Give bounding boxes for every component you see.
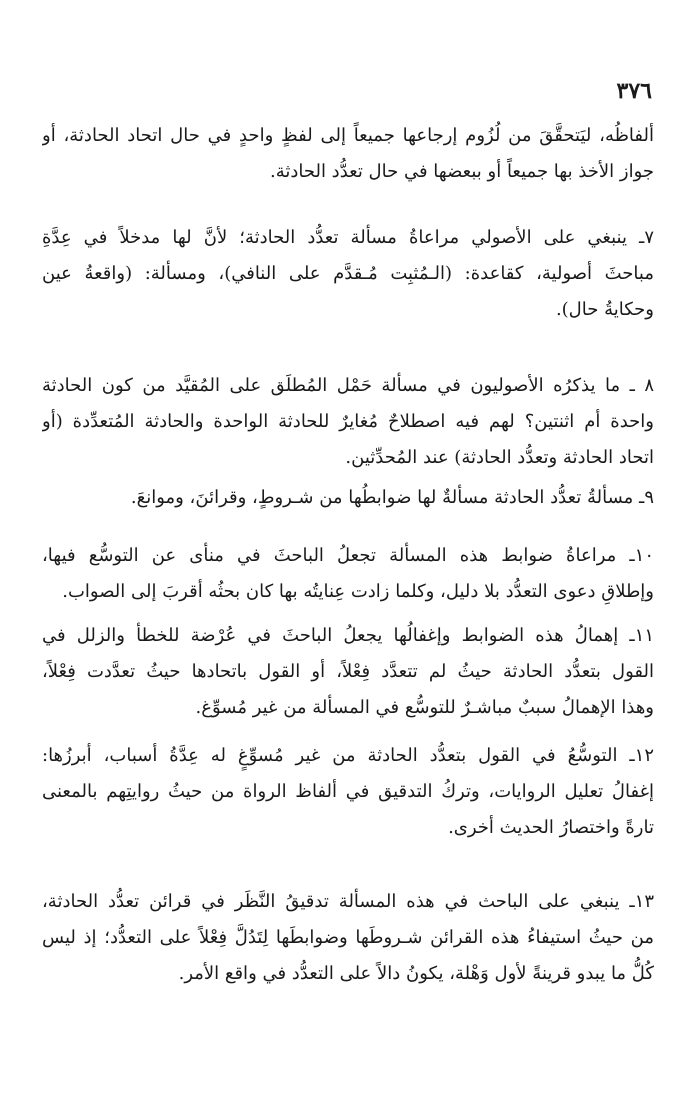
text-line: ٨ ـ ما يذكرُه الأصوليون في مسألة حَمْل المُطلَق على المُقيَّد من كون الحادثة: [42, 375, 654, 396]
text-line: وهذا الإهمالُ سببٌ مباشـرٌ للتوسُّع في المسألة من غير مُسوِّغ.: [195, 697, 654, 718]
text-line: ألفاظُه، ليَتحقَّقَ من لُزُوم إرجاعها جميعاً إلى لفظٍ واحدٍ في حال اتحاد الحادثة، أو: [42, 125, 654, 146]
text-line: تارةً واختصارُ الحديث أخرى.: [448, 817, 654, 838]
text-line: ١٢ـ التوسُّعُ في القول بتعدُّد الحادثة من غير مُسوِّغٍ له عِدَّةُ أسباب، أبرزُها:: [42, 745, 654, 766]
paragraph-8: [42, 368, 654, 476]
text-line: وحكايةُ حال).: [555, 299, 654, 320]
text-line: جواز الأخذ بها جميعاً أو ببعضها في حال تعدُّد الحادثة.: [269, 161, 654, 182]
text-line: ١١ـ إهمالُ هذه الضوابط وإغفالُها يجعلُ الباحثَ في عُرْضة للخطأ والزلل في: [42, 625, 654, 646]
text-line: واحدة أم اثنتين؟ لهم فيه اصطلاحٌ مُغايرٌ للحادثة الواحدة والحادثة المُتعدِّدة (أو: [42, 411, 654, 432]
paragraph-9: [42, 480, 654, 516]
text-line: ٩ـ مسألةُ تعدُّد الحادثة مسألةٌ لها ضوابطُها من شـروطٍ، وقرائنَ، وموانعَ.: [130, 487, 654, 508]
paragraph-12: [42, 738, 654, 846]
text-line: ١٠ـ مراعاةُ ضوابط هذه المسألة تجعلُ الباحثَ في منأى عن التوسُّع فيها،: [42, 545, 654, 566]
text-line: وإطلاقِ دعوى التعدُّد بلا دليل، وكلما زادت عِنايتُه بها كان بحثُه أقربَ إلى الصواب.: [62, 581, 654, 602]
text-line: القول بتعدُّد الحادثة حيثُ لم تتعدَّد فِعْلاً، أو القول باتحادها حيثُ تعدَّدت فِعْلاً،: [42, 661, 654, 682]
text-line: كُلُّ ما يبدو قرينةً لأول وَهْلة، يكونُ دالاً على التعدُّد في واقع الأمر.: [178, 963, 654, 984]
paragraph-1: [42, 118, 654, 190]
text-line: ٧ـ ينبغي على الأصولي مراعاةُ مسألة تعدُّد الحادثة؛ لأنَّ لها مدخلاً في عِدَّةِ: [42, 227, 654, 248]
page-number: ٣٧٦: [616, 78, 652, 104]
paragraph-7: [42, 220, 654, 328]
text-line: إغفالُ تعليل الروايات، وتركُ التدقيق في ألفاظ الرواة من حيثُ روايتِهم بالمعنى: [42, 781, 654, 802]
text-line: اتحاد الحادثة وتعدُّد الحادثة) عند المُحدِّثين.: [345, 447, 654, 468]
text-line: مباحثَ أصولية، كقاعدة: (الـمُثبِت مُـقدَّم على النافي)، ومسألة: (واقعةُ عين: [42, 263, 654, 284]
paragraph-11: [42, 618, 654, 726]
paragraph-10: [42, 538, 654, 610]
text-line: من حيثُ استيفاءُ هذه القرائن شـروطَها وضوابطَها لِتَدُلَّ فِعْلاً على التعدُّد؛ إذ ليس: [42, 927, 654, 948]
text-line: ١٣ـ ينبغي على الباحث في هذه المسألة تدقيقُ النَّظَر في قرائن تعدُّد الحادثة،: [42, 891, 654, 912]
paragraph-13: [42, 884, 654, 992]
